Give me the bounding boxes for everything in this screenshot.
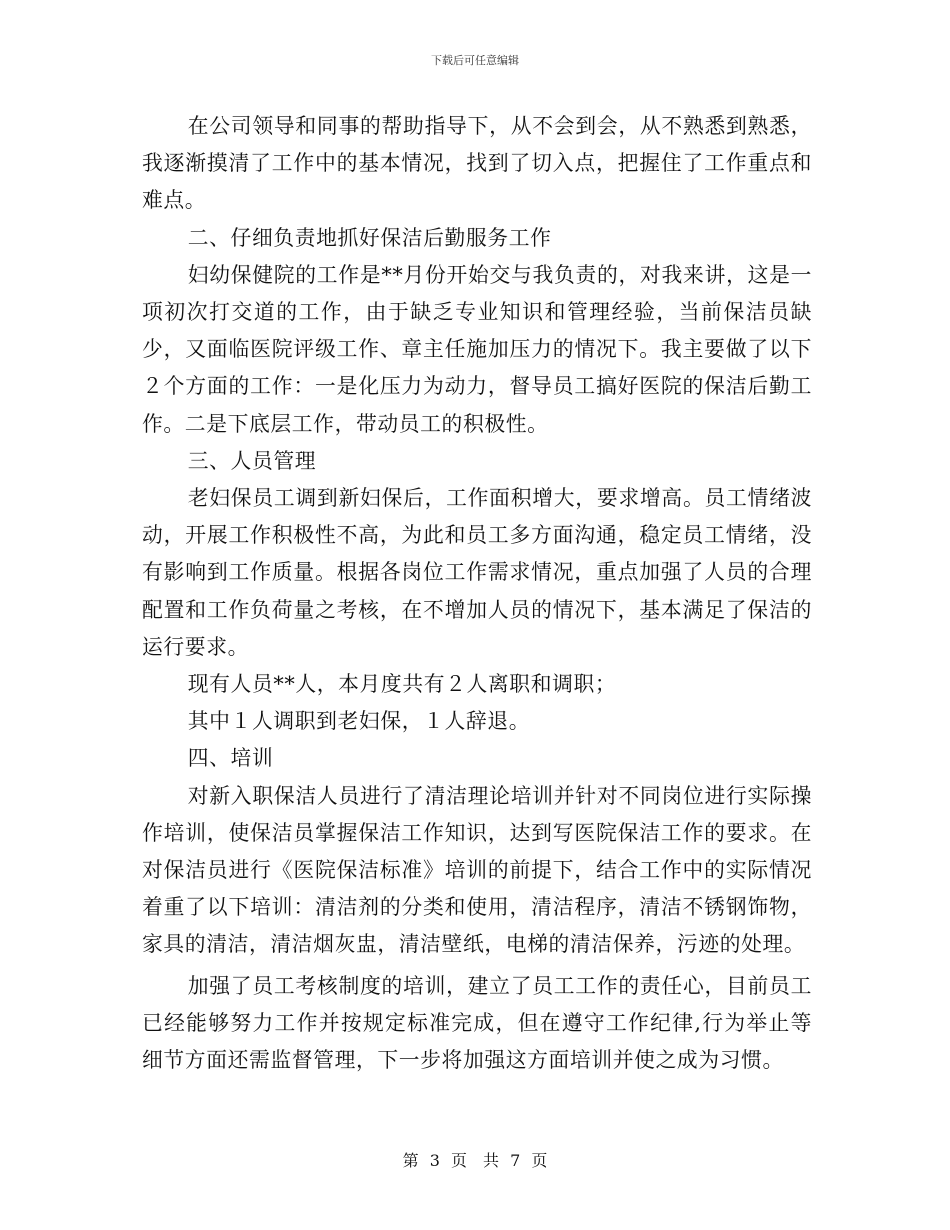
footer-current-page: 3 [429, 1151, 440, 1170]
paragraph-intro: 在公司领导和同事的帮助指导下，从不会到会，从不熟悉到熟悉，我逐渐摸清了工作中的基本情况，找到了切入点，把握住了工作重点和难点。 [142, 114, 812, 213]
section-heading-staff-management: 三、人员管理 [187, 448, 317, 473]
paragraph-assessment-training: 加强了员工考核制度的培训，建立了员工工作的责任心，目前员工已经能够努力工作并按规定标准完成，但在遵守工作纪律,行为举止等细节方面还需监督管理，下一步将加强这方面培训并使之成为习惯。 [142, 973, 812, 1073]
footer-prefix: 第 [402, 1151, 419, 1170]
paragraph-training: 对新入职保洁人员进行了清洁理论培训并针对不同岗位进行实际操作培训，使保洁员掌握保洁工作知识，达到写医院保洁工作的要求。在对保洁员进行《医院保洁标准》培训的前提下，结合工作中的实际情况着重了以下培训：清洁剂的分类和使用，清洁程序，清洁不锈钢饰物，家具的清洁，清洁烟灰盅，清洁壁纸，电梯的清洁保养，污迹的处理。 [142, 783, 812, 957]
paragraph-staff-count: 现有人员**人，本月度共有２人离职和调职； [187, 672, 617, 697]
page-header: 下载后可任意编辑 [431, 54, 519, 67]
paragraph-staff-changes: 其中１人调职到老妇保，１人辞退。 [187, 709, 531, 734]
paragraph-staff-management: 老妇保员工调到新妇保后，工作面积增大，要求增高。员工情绪波动，开展工作积极性不高，为此和员工多方面沟通，稳定员工情绪，没有影响到工作质量。根据各岗位工作需求情况，重点加强了人员的合理配置和工作负荷量之考核，在不增加人员的情况下，基本满足了保洁的运行要求。 [142, 486, 812, 659]
paragraph-cleaning-service: 妇幼保健院的工作是**月份开始交与我负责的，对我来讲，这是一项初次打交道的工作，由于缺乏专业知识和管理经验，当前保洁员缺少，又面临医院评级工作、章主任施加压力的情况下。我主要做了以下２个方面的工作：一是化压力为动力，督导员工搞好医院的保洁后勤工作。二是下底层工作，带动员工的积极性。 [142, 262, 812, 436]
document-body [142, 108, 812, 1079]
section-heading-training: 四、培训 [187, 746, 274, 771]
footer-middle: 页 共 [450, 1151, 499, 1170]
page-footer [0, 1148, 950, 1171]
footer-suffix: 页 [531, 1151, 548, 1170]
footer-total-pages: 7 [510, 1151, 521, 1170]
section-heading-cleaning-service: 二、仔细负责地抓好保洁后勤服务工作 [187, 225, 552, 250]
